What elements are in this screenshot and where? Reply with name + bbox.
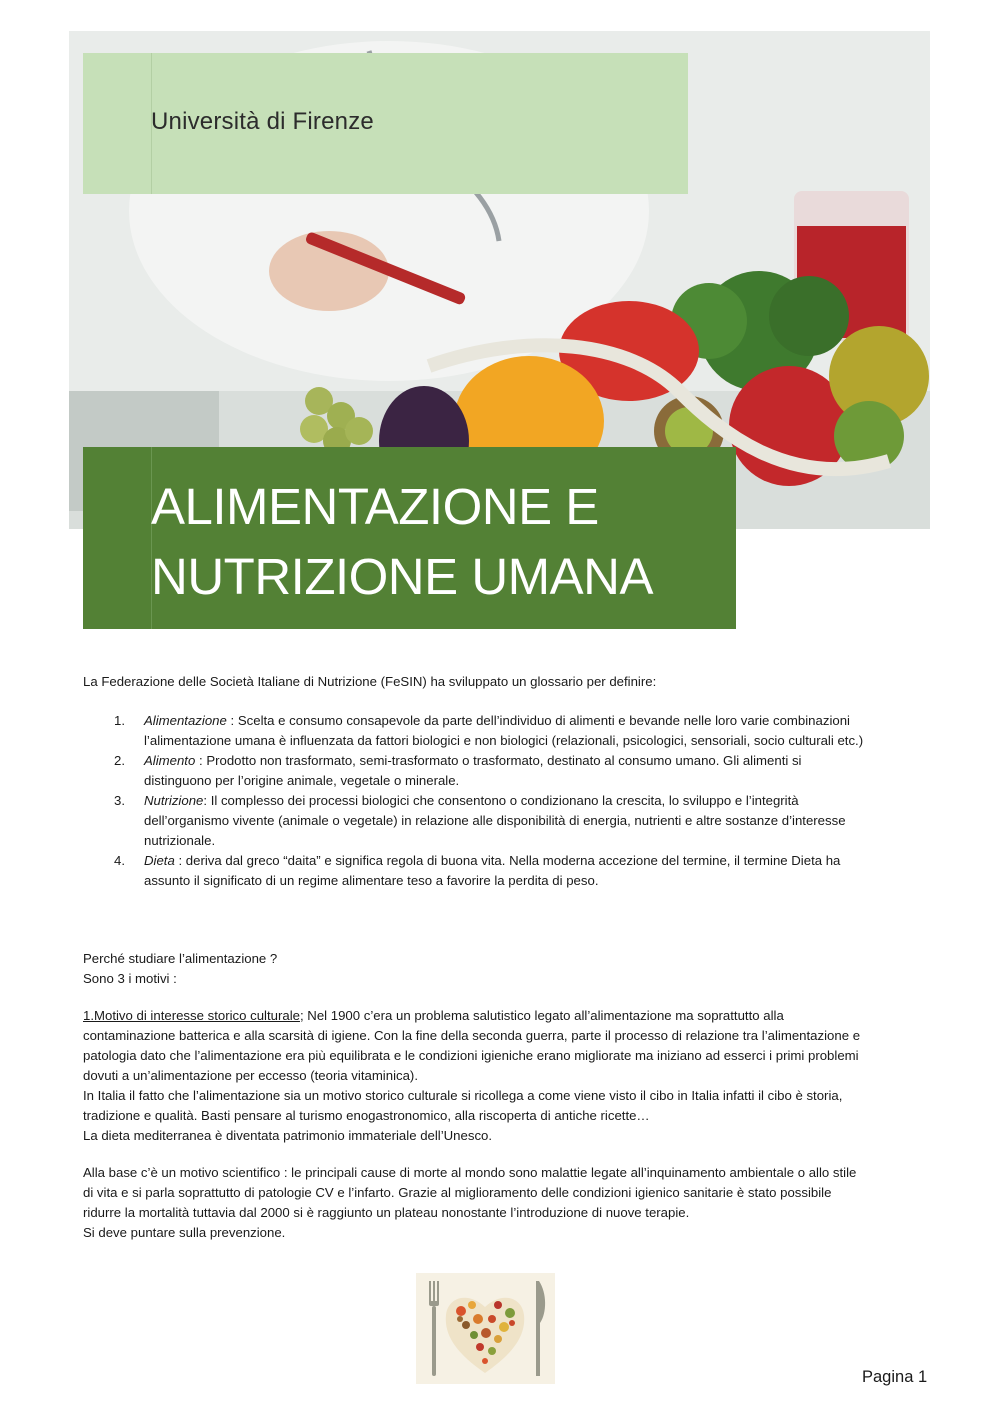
paragraph-line: dovuti a un’alimentazione per eccesso (teoria vitaminica). [83,1068,418,1083]
paragraph-line: contaminazione batterica e alla scarsità di igiene. Con la fine della seconda guerra, parte il processo di relazione tra l’alimentazione e [83,1028,861,1043]
why-reasons: Sono 3 i motivi : [83,971,177,986]
institution-name: Università di Firenze [151,108,374,135]
document-title [151,472,731,612]
glossary-term: Alimento [144,753,196,768]
glossary-item [83,791,913,851]
definition-line: assunto il significato di un regime alimentare teso a favorire la perdita di peso. [144,873,599,888]
paragraph-line: di vita e si parla soprattutto di patologie CV e l’infarto. Grazie al miglioramento delle condizioni igienico sanitarie è stato possibile [83,1185,832,1200]
intro-paragraph: La Federazione delle Società Italiane di Nutrizione (FeSIN) ha sviluppato un glossario per definire: [83,674,657,689]
glossary-term: Dieta [144,853,175,868]
definition-line: l’alimentazione umana è influenzata da fattori biologici e non biologici (relazionali, psicologici, sensoriali, socio culturali etc.) [144,733,864,748]
paragraph-line: Si deve puntare sulla prevenzione. [83,1225,286,1240]
definition-line: Scelta e consumo consapevole da parte dell’individuo di alimenti e bevande nelle loro varie combinazioni [237,713,850,728]
term-separator: : [226,713,238,728]
motivo-scientifico-paragraph [83,1163,913,1243]
term-separator: : [174,853,186,868]
definition-line: Prodotto non trasformato, semi-trasformato o trasformato, destinato al consumo umano. Gli alimenti si [206,753,802,768]
list-number: 4. [114,853,125,868]
term-separator: : [203,793,211,808]
title-line-2: NUTRIZIONE UMANA [151,548,653,605]
glossary-term: Alimentazione [144,713,227,728]
definition-line: Il complesso dei processi biologici che consentono o condizionano la crescita, lo sviluppo e l’integrità [210,793,799,808]
heart-food-icon [416,1273,555,1384]
list-number: 1. [114,713,125,728]
heart-food-emblem [416,1273,555,1384]
glossary-item [83,751,913,791]
motivo-storico-paragraph [83,1006,913,1146]
why-question: Perché studiare l’alimentazione ? [83,951,278,966]
motivo-heading: 1.Motivo di interesse storico culturale [83,1008,300,1023]
paragraph-line: ridurre la mortalità tuttavia dal 2000 si è raggiunto un plateau nonostante l’introduzione di nuove terapie. [83,1205,690,1220]
term-separator: : [195,753,207,768]
definition-line: deriva dal greco “daita” e significa regola di buona vita. Nella moderna accezione del termine, il termine Dieta ha [185,853,841,868]
paragraph-line: patologia dato che l’alimentazione era più equilibrata e le condizioni igieniche erano migliorate ma iniziano ad esserci i primi problemi [83,1048,859,1063]
paragraph-line: ; Nel 1900 c’era un problema salutistico legato all’alimentazione ma soprattutto alla [299,1008,784,1023]
list-number: 3. [114,793,125,808]
page-number: Pagina 1 [862,1368,928,1386]
glossary-term: Nutrizione [144,793,204,808]
paragraph-line: La dieta mediterranea è diventata patrimonio immateriale dell’Unesco. [83,1128,493,1143]
definition-line: nutrizionale. [144,833,216,848]
glossary-item [83,851,913,891]
glossary-list [83,711,913,891]
definition-line: dell’organismo vivente (animale o vegetale) in relazione alle disponibilità di energia, nutrienti e altre sostanze d’interesse [144,813,846,828]
document-body [83,672,913,1243]
paragraph-line: In Italia il fatto che l’alimentazione sia un motivo storico culturale si ricollega a come viene visto il cibo in Italia infatti il cibo è storia, [83,1088,843,1103]
definition-line: distinguono per l’origine animale, vegetale o minerale. [144,773,460,788]
glossary-item [83,711,913,751]
paragraph-line: Alla base c’è un motivo scientifico : le principali cause di morte al mondo sono malattie legate all’inquinamento ambientale o allo stile [83,1165,857,1180]
paragraph-line: tradizione e qualità. Basti pensare al turismo enogastronomico, alla riscoperta di antiche ricette… [83,1108,650,1123]
title-line-1: ALIMENTAZIONE E [151,478,599,535]
list-number: 2. [114,753,125,768]
